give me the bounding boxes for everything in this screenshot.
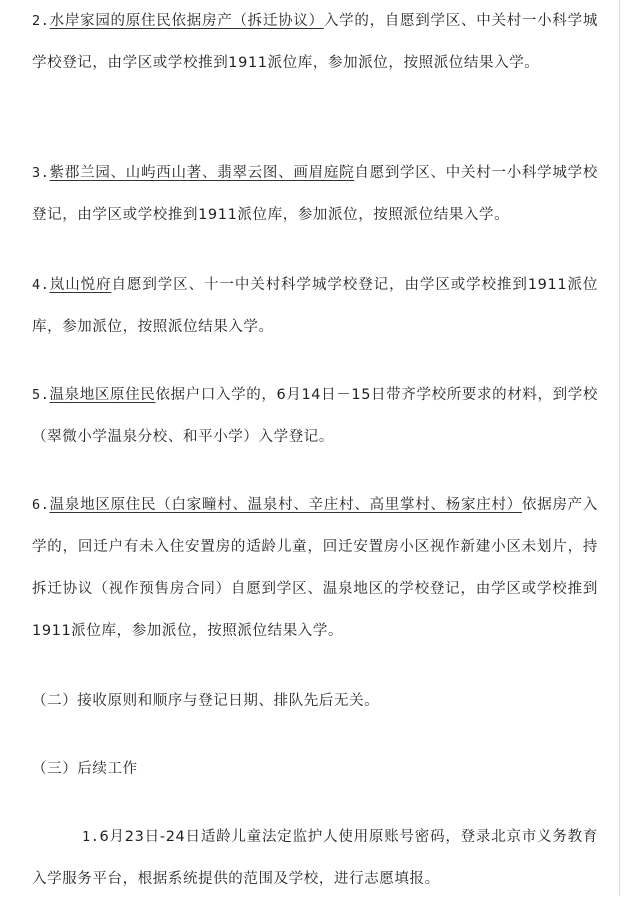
section-two-heading: （二）接收原则和顺序与登记日期、排队先后无关。	[32, 693, 380, 709]
paragraph-6	[32, 484, 598, 652]
paragraph-text: 6月23日-24日适龄儿童法定监护人使用原账号密码，登录北京市义务教育入学服务平台，根据系统提供的范围及学校，进行志愿填报。	[32, 829, 598, 887]
paragraph-number: 6.	[32, 497, 50, 513]
paragraph-2	[32, 0, 598, 84]
section-three-heading: （三）后续工作	[32, 761, 138, 777]
paragraph-text: 自愿到学区、中关村一小科学城学校登记，由学区或学校推到1911派位库，参加派位，按照派位结果入学。	[32, 165, 598, 223]
paragraph-text: 依据户口入学的，6月14日－15日带齐学校所要求的材料，到学校（翠微小学温泉分校、和平小学）入学登记。	[32, 387, 598, 445]
paragraph-text: 依据房产入学的，回迁户有未入住安置房的适龄儿童，回迁安置房小区视作新建小区未划片，持拆迁协议（视作预售房合同）自愿到学区、温泉地区的学校登记，由学区或学校推到1911派位库，参加派位，按照派位结果入学。	[32, 497, 598, 639]
paragraph-number: 5.	[32, 387, 50, 403]
underlined-community: 水岸家园的原住民依据房产（拆迁协议）	[49, 13, 324, 29]
paragraph-5	[32, 374, 598, 458]
paragraph-4	[32, 264, 598, 348]
underlined-community: 紫郡兰园、山屿西山著、翡翠云图、画眉庭院	[49, 165, 355, 181]
paragraph-follow-up-1	[32, 816, 598, 900]
paragraph-number: 1.	[82, 829, 100, 845]
paragraph-number: 3.	[32, 165, 50, 181]
underlined-community: 温泉地区原住民	[49, 387, 156, 403]
paragraph-text: 入学的，自愿到学区、中关村一小科学城学校登记，由学区或学校推到1911派位库，参加派位，按照派位结果入学。	[32, 13, 598, 71]
paragraph-3	[32, 152, 598, 236]
paragraph-number: 2.	[32, 13, 50, 29]
underlined-community: 温泉地区原住民（白家疃村、温泉村、辛庄村、高里掌村、杨家庄村）	[49, 497, 522, 513]
underlined-community: 岚山悦府	[49, 277, 112, 293]
page-edge-divider	[619, 0, 620, 896]
paragraph-number: 4.	[32, 277, 50, 293]
paragraph-text: 自愿到学区、十一中关村科学城学校登记，由学区或学校推到1911派位库，参加派位，按照派位结果入学。	[32, 277, 598, 335]
